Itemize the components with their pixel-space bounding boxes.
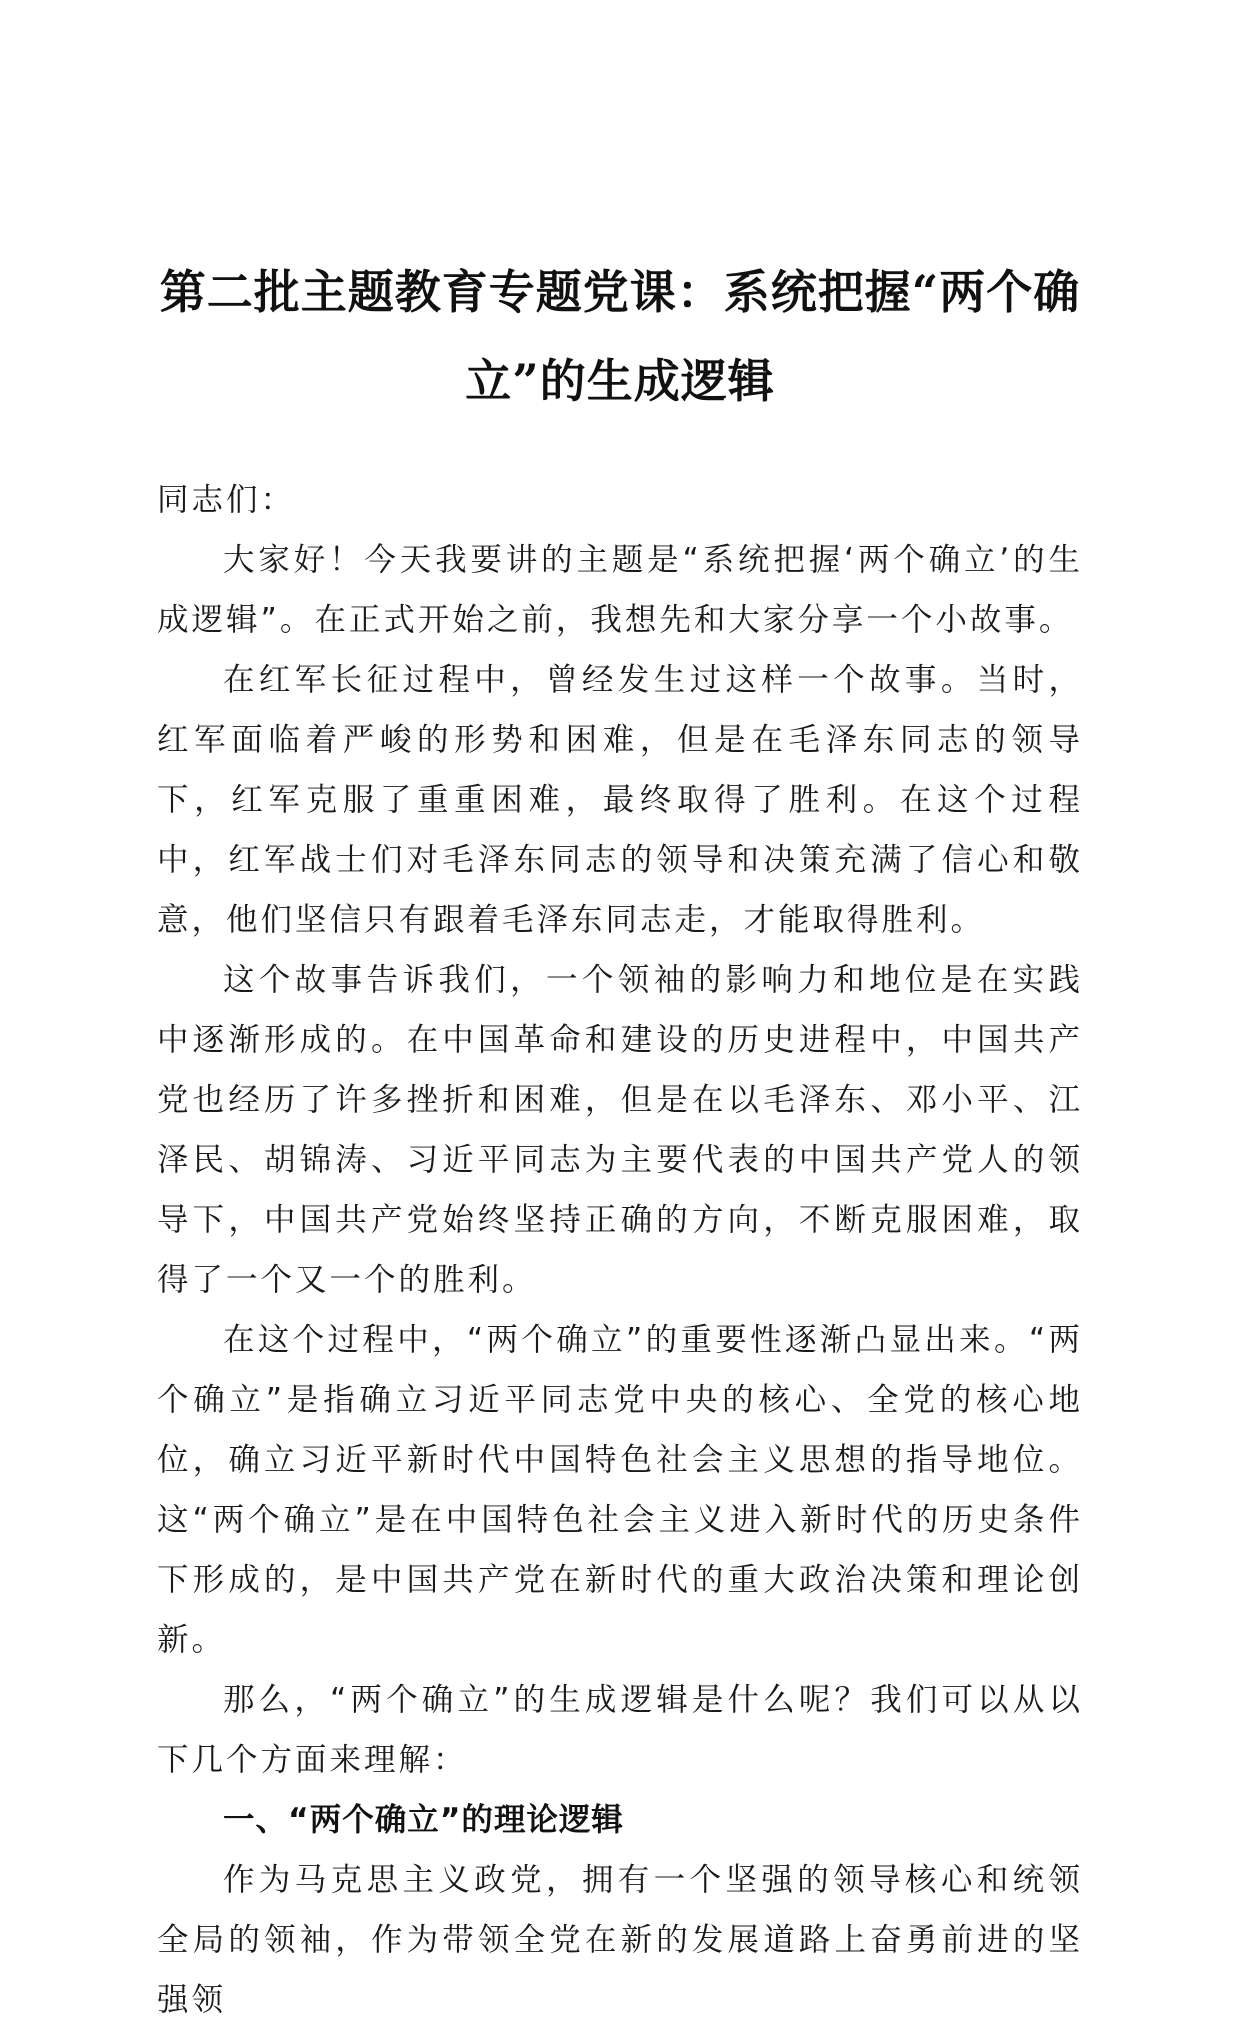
document-body — [157, 470, 1083, 2030]
body-paragraph: 这个故事告诉我们，一个领袖的影响力和地位是在实践中逐渐形成的。在中国革命和建设的历史进程中，中国共产党也经历了许多挫折和困难，但是在以毛泽东、邓小平、江泽民、胡锦涛、习近平同志为主要代表的中国共产党人的领导下，中国共产党始终坚持正确的方向，不断克服困难，取得了一个又一个的胜利。 — [157, 962, 1083, 1298]
salutation: 同志们： — [157, 482, 296, 518]
section-heading: 一、“两个确立”的理论逻辑 — [223, 1802, 624, 1838]
body-paragraph: 那么，“两个确立”的生成逻辑是什么呢？我们可以从以下几个方面来理解： — [157, 1682, 1083, 1778]
document-title: 第二批主题教育专题党课：系统把握“两个确立”的生成逻辑 — [159, 265, 1081, 408]
body-paragraph: 在红军长征过程中，曾经发生过这样一个故事。当时，红军面临着严峻的形势和困难，但是在毛泽东同志的领导下，红军克服了重重困难，最终取得了胜利。在这个过程中，红军战士们对毛泽东同志的领导和决策充满了信心和敬意，他们坚信只有跟着毛泽东同志走，才能取得胜利。 — [157, 662, 1083, 938]
body-paragraph: 在这个过程中，“两个确立”的重要性逐渐凸显出来。“两个确立”是指确立习近平同志党中央的核心、全党的核心地位，确立习近平新时代中国特色社会主义思想的指导地位。这“两个确立”是在中国特色社会主义进入新时代的历史条件下形成的，是中国共产党在新时代的重大政治决策和理论创新。 — [157, 1322, 1083, 1658]
body-paragraph: 大家好！今天我要讲的主题是“系统把握‘两个确立’的生成逻辑”。在正式开始之前，我想先和大家分享一个小故事。 — [157, 542, 1083, 638]
section-paragraph: 作为马克思主义政党，拥有一个坚强的领导核心和统领全局的领袖，作为带领全党在新的发展道路上奋勇前进的坚强领 — [157, 1862, 1083, 2018]
